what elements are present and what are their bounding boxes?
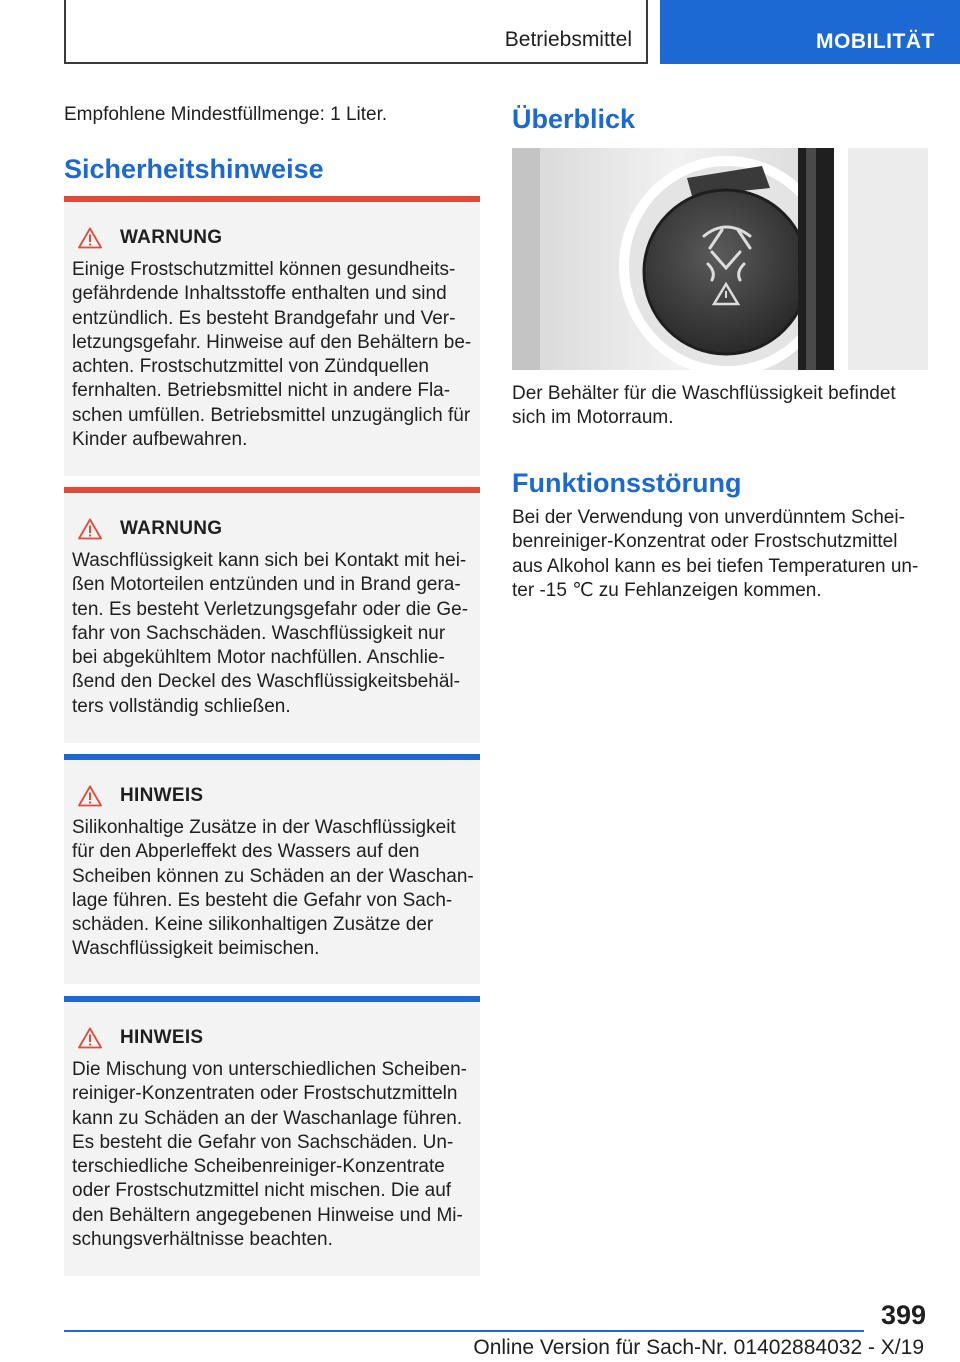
- header-section-title: Betriebsmittel: [504, 28, 632, 51]
- warning-triangle-icon: [78, 1027, 102, 1049]
- footer-rule: [64, 1330, 864, 1332]
- note-title: HINWEIS: [120, 1027, 204, 1048]
- min-fill-quantity-text: Empfohlene Mindestfüllmenge: 1 Liter.: [64, 104, 388, 125]
- note-title: HINWEIS: [120, 785, 204, 806]
- warning-box-2: [64, 487, 480, 743]
- note-box-1: [64, 754, 480, 984]
- page-number: 399: [880, 1300, 926, 1330]
- warning-text: Waschflüssigkeit kann sich bei Kontakt mit hei- ßen Motorteilen entzünden und in Brand gera- ten. Es besteht Verletzungsgefahr oder die Ge- fahr von Sachschäden. Waschflüssigkeit nur bei abgekühltem Motor nachfüllen. Anschlie- ßend den Deckel des Waschflüssigkeitsbehäl- ters vollständig schließen.: [72, 550, 469, 717]
- warning-triangle-icon: [78, 518, 102, 540]
- header-section-box: [64, 0, 648, 64]
- warning-text: Einige Frostschutzmittel können gesundheits- gefährdende Inhaltsstoffe enthalten und sind entzündlich. Es besteht Brandgefahr und Ver- letzungsgefahr. Hinweise auf den Behältern be- achten. Frostschutzmittel von Zündquellen fernhalten. Betriebsmittel nicht in andere Fla- schen umfüllen. Betriebsmittel unzugänglich für Kinder aufbewahren.: [72, 259, 472, 451]
- warning-title: WARNUNG: [120, 518, 223, 539]
- warning-triangle-icon: [78, 785, 102, 807]
- malfunction-heading: Funktionsstörung: [512, 468, 742, 498]
- note-text: Die Mischung von unterschiedlichen Scheiben- reiniger-Konzentraten oder Frostschutzmitteln kann zu Schäden an der Waschanlage führen. Es besteht die Gefahr von Sachschäden. Un- terschiedliche Scheibenreiniger-Konzentrate oder Frostschutzmittel nicht mischen. Die auf den Behältern angegebenen Hinweise und Mi- schungsverhältnisse beachten.: [72, 1059, 468, 1251]
- malfunction-text: Bei der Verwendung von unverdünntem Schei- benreiniger-Konzentrat oder Frostschutzmittel aus Alkohol kann es bei tiefen Temperaturen un- ter -15 ℃ zu Fehlanzeigen kommen.: [512, 507, 919, 601]
- warning-title: WARNUNG: [120, 227, 223, 248]
- note-text: Silikonhaltige Zusätze in der Waschflüssigkeit für den Abperleffekt des Wassers auf den Scheiben können zu Schäden an der Waschan- lage führen. Es besteht die Gefahr von Sach- schäden. Keine silikonhaltigen Zusätze der Waschflüssigkeit beimischen.: [72, 817, 474, 960]
- header-chapter-tab: [660, 0, 960, 64]
- overview-heading: Überblick: [512, 104, 636, 134]
- note-box-2: [64, 996, 480, 1276]
- safety-heading: Sicherheitshinweise: [64, 154, 324, 184]
- header-chapter-title: MOBILITÄT: [816, 30, 935, 53]
- warning-box-1: [64, 196, 480, 476]
- washer-fluid-cap-photo: [512, 148, 928, 370]
- overview-text: Der Behälter für die Waschflüssigkeit befindet sich im Motorraum.: [512, 383, 896, 429]
- warning-triangle-icon: [78, 227, 102, 249]
- footer-version-text: Online Version für Sach-Nr. 01402884032 - X/19: [473, 1336, 924, 1359]
